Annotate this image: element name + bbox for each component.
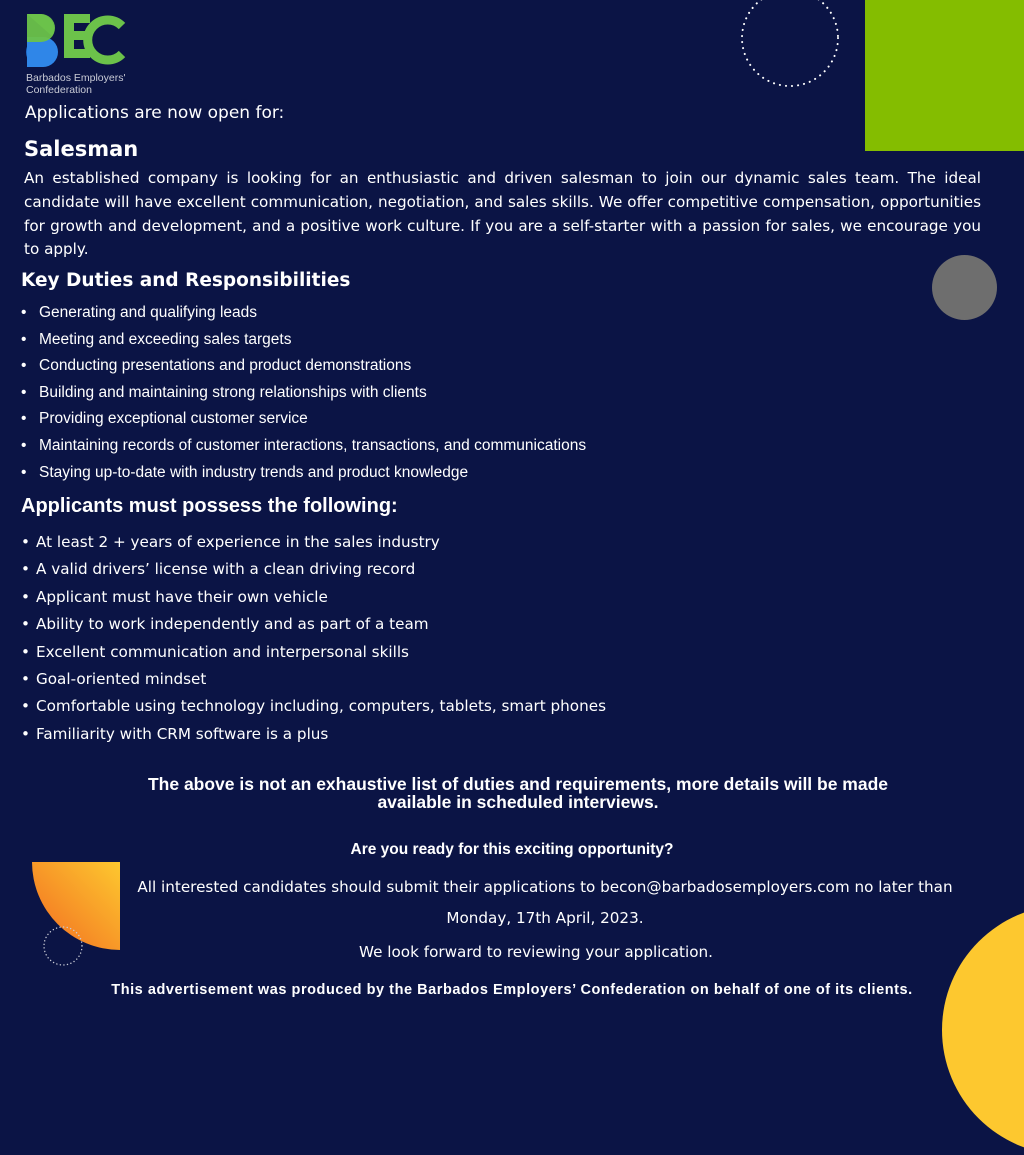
duty-item: • Meeting and exceeding sales targets [21, 327, 586, 354]
duty-item: • Generating and qualifying leads [21, 300, 586, 327]
requirement-item: • Goal-oriented mindset [21, 666, 606, 693]
duty-item: • Staying up-to-date with industry trends and product knowledge [21, 460, 586, 487]
intro-text: Applications are now open for: [25, 103, 285, 123]
logo-organization-name [26, 72, 125, 96]
bec-logo-mark [24, 10, 134, 70]
job-description: An established company is looking for an enthusiastic and driven salesman to join our dynamic sales team. The ideal candidate will have excellent communication, negotiation, and sales skills. We offer competitive compensation, opportunities for growth and development, and a positive work culture. If you are a self-starter with a passion for sales, we encourage you to apply. [24, 169, 981, 259]
duty-item: • Conducting presentations and product demonstrations [21, 353, 586, 380]
logo-line-2: Confederation [26, 84, 92, 96]
requirement-item: • Ability to work independently and as part of a team [21, 611, 606, 638]
small-dotted-circle-decoration [42, 925, 84, 967]
ready-question: Are you ready for this exciting opportunity? [350, 841, 674, 858]
bec-logo [24, 10, 154, 100]
job-title: Salesman [24, 137, 139, 161]
requirement-item: • Comfortable using technology including, computers, tablets, smart phones [21, 693, 606, 720]
duties-list [21, 300, 586, 486]
requirement-item: • A valid drivers’ license with a clean driving record [21, 556, 606, 583]
requirements-list [21, 529, 606, 748]
green-square-decoration [865, 0, 1024, 151]
requirement-item: • At least 2 + years of experience in the sales industry [21, 529, 606, 556]
requirement-item: • Excellent communication and interpersonal skills [21, 639, 606, 666]
yellow-circle-decoration [942, 905, 1024, 1155]
closing-text: We look forward to reviewing your application. [359, 943, 713, 961]
disclaimer-line-2: available in scheduled interviews. [377, 792, 659, 812]
grey-circle-decoration [932, 255, 997, 320]
requirement-item: • Familiarity with CRM software is a plus [21, 721, 606, 748]
duty-item: • Building and maintaining strong relationships with clients [21, 380, 586, 407]
duty-item: • Providing exceptional customer service [21, 406, 586, 433]
footer-credit: This advertisement was produced by the Barbados Employers’ Confederation on behalf of one of its clients. [111, 982, 913, 998]
duty-item: • Maintaining records of customer interactions, transactions, and communications [21, 433, 586, 460]
duties-heading: Key Duties and Responsibilities [21, 270, 351, 291]
deadline-date: Monday, 17th April, 2023. [446, 909, 644, 927]
dotted-circle-decoration [738, 0, 842, 90]
logo-line-1: Barbados Employers' [26, 72, 126, 84]
disclaimer-text [140, 775, 896, 811]
requirement-item: • Applicant must have their own vehicle [21, 584, 606, 611]
requirements-heading: Applicants must possess the following: [21, 495, 398, 517]
disclaimer-line-1: The above is not an exhaustive list of duties and requirements, more details will be made [147, 774, 889, 794]
submit-instructions: All interested candidates should submit their applications to becon@barbadosemployers.com no later than [137, 878, 953, 896]
